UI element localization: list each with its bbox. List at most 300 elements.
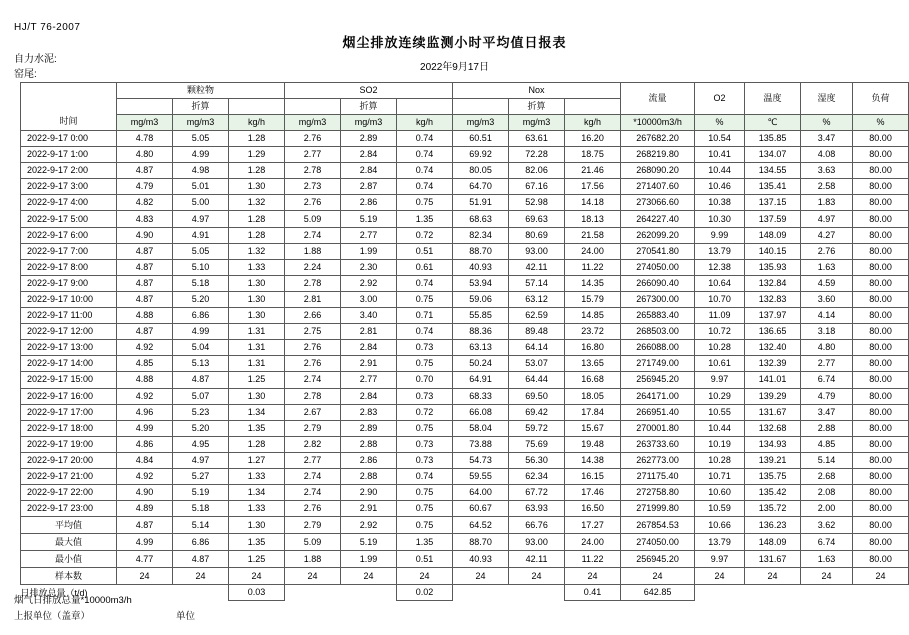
- cell-value: 18.05: [565, 388, 621, 404]
- sub-so2-rate: [397, 99, 453, 115]
- cell-value: 10.46: [695, 179, 745, 195]
- cell-value: 5.20: [173, 291, 229, 307]
- cell-value: 4.08: [801, 147, 853, 163]
- cell-value: 268219.80: [621, 147, 695, 163]
- cell-value: 4.92: [117, 340, 173, 356]
- cell-value: 0.75: [397, 501, 453, 517]
- stat-label: 最小值: [21, 551, 117, 568]
- cell-value: 53.07: [509, 356, 565, 372]
- cell-value: 2.79: [285, 420, 341, 436]
- cell-value: 0.74: [397, 324, 453, 340]
- stat-value: 0.75: [397, 517, 453, 534]
- emission-blank: [695, 585, 745, 601]
- cell-value: 21.46: [565, 163, 621, 179]
- cell-value: 10.30: [695, 211, 745, 227]
- stat-value: 6.86: [173, 534, 229, 551]
- cell-value: 0.73: [397, 340, 453, 356]
- unit-flow: *10000m3/h: [621, 115, 695, 131]
- cell-value: 4.99: [173, 324, 229, 340]
- stat-rows: [21, 517, 909, 585]
- stat-value: 3.62: [801, 517, 853, 534]
- cell-value: 63.61: [509, 131, 565, 147]
- cell-value: 1.34: [229, 404, 285, 420]
- cell-time: 2022-9-17 17:00: [21, 404, 117, 420]
- stat-value: 24: [509, 568, 565, 585]
- emission-blank: [341, 585, 397, 601]
- cell-value: 266088.00: [621, 340, 695, 356]
- cell-value: 10.72: [695, 324, 745, 340]
- table-row: [21, 291, 909, 307]
- cell-value: 268503.00: [621, 324, 695, 340]
- cell-value: 72.28: [509, 147, 565, 163]
- cell-value: 88.70: [453, 243, 509, 259]
- cell-value: 1.32: [229, 243, 285, 259]
- cell-value: 80.00: [853, 388, 909, 404]
- stat-value: 148.09: [745, 534, 801, 551]
- cell-value: 4.97: [173, 211, 229, 227]
- cell-value: 3.47: [801, 131, 853, 147]
- emission-total-row: [21, 585, 909, 601]
- cell-value: 51.91: [453, 195, 509, 211]
- stat-value: 5.19: [341, 534, 397, 551]
- table-row: [21, 468, 909, 484]
- stat-value: 6.74: [801, 534, 853, 551]
- cell-value: 4.87: [117, 163, 173, 179]
- cell-value: 23.72: [565, 324, 621, 340]
- cell-time: 2022-9-17 10:00: [21, 291, 117, 307]
- cell-value: 267300.00: [621, 291, 695, 307]
- cell-value: 64.91: [453, 372, 509, 388]
- page-title: 烟尘排放连续监测小时平均值日报表: [342, 35, 567, 50]
- cell-value: 2.58: [801, 179, 853, 195]
- cell-value: 0.75: [397, 485, 453, 501]
- cell-value: 0.75: [397, 356, 453, 372]
- cell-value: 80.00: [853, 436, 909, 452]
- cell-value: 63.93: [509, 501, 565, 517]
- cell-value: 56.30: [509, 452, 565, 468]
- stat-value: 0.51: [397, 551, 453, 568]
- cell-value: 2.84: [341, 163, 397, 179]
- cell-value: 1.31: [229, 324, 285, 340]
- cell-value: 57.14: [509, 275, 565, 291]
- cell-value: 0.74: [397, 131, 453, 147]
- cell-value: 2.76: [285, 131, 341, 147]
- emission-blank: [853, 585, 909, 601]
- cell-value: 4.79: [117, 179, 173, 195]
- cell-value: 131.67: [745, 404, 801, 420]
- cell-value: 2.88: [341, 468, 397, 484]
- cell-value: 63.13: [453, 340, 509, 356]
- report-date: 2022年9月17日: [420, 62, 489, 73]
- stat-value: 24: [565, 568, 621, 585]
- cell-value: 1.30: [229, 275, 285, 291]
- cell-value: 5.05: [173, 243, 229, 259]
- header-temp: 温度: [745, 83, 801, 115]
- footer-unit-label: 单位: [176, 611, 196, 622]
- cell-time: 2022-9-17 3:00: [21, 179, 117, 195]
- cell-value: 55.85: [453, 308, 509, 324]
- emission-blank: [173, 585, 229, 601]
- table-row: [21, 243, 909, 259]
- cell-value: 16.50: [565, 501, 621, 517]
- table-row: [21, 195, 909, 211]
- sub-particulate-rate: [229, 99, 285, 115]
- cell-value: 4.90: [117, 485, 173, 501]
- cell-value: 13.65: [565, 356, 621, 372]
- unit-load: %: [853, 115, 909, 131]
- cell-value: 271749.00: [621, 356, 695, 372]
- unit-particulate-rate: kg/h: [229, 115, 285, 131]
- cell-value: 0.74: [397, 147, 453, 163]
- cell-value: 1.28: [229, 131, 285, 147]
- cell-value: 10.41: [695, 147, 745, 163]
- cell-value: 80.00: [853, 452, 909, 468]
- table-row: [21, 324, 909, 340]
- cell-value: 266090.40: [621, 275, 695, 291]
- cell-value: 272758.80: [621, 485, 695, 501]
- cell-value: 21.58: [565, 227, 621, 243]
- cell-value: 137.15: [745, 195, 801, 211]
- cell-value: 264171.00: [621, 388, 695, 404]
- stat-value: 17.27: [565, 517, 621, 534]
- cell-value: 10.29: [695, 388, 745, 404]
- cell-value: 148.09: [745, 227, 801, 243]
- cell-value: 80.00: [853, 243, 909, 259]
- cell-value: 3.47: [801, 404, 853, 420]
- cell-value: 68.63: [453, 211, 509, 227]
- cell-value: 3.18: [801, 324, 853, 340]
- stat-value: 5.09: [285, 534, 341, 551]
- stat-value: 1.25: [229, 551, 285, 568]
- cell-value: 1.32: [229, 195, 285, 211]
- cell-value: 2.76: [285, 356, 341, 372]
- cell-time: 2022-9-17 0:00: [21, 131, 117, 147]
- cell-value: 80.00: [853, 259, 909, 275]
- cell-value: 141.01: [745, 372, 801, 388]
- cell-value: 0.75: [397, 291, 453, 307]
- stat-value: 4.99: [117, 534, 173, 551]
- cell-value: 4.59: [801, 275, 853, 291]
- unit-nox-rate: kg/h: [565, 115, 621, 131]
- cell-value: 140.15: [745, 243, 801, 259]
- table-row: [21, 436, 909, 452]
- cell-value: 2.89: [341, 420, 397, 436]
- cell-time: 2022-9-17 15:00: [21, 372, 117, 388]
- cell-value: 4.83: [117, 211, 173, 227]
- cell-value: 267682.20: [621, 131, 695, 147]
- cell-value: 54.73: [453, 452, 509, 468]
- cell-value: 80.00: [853, 131, 909, 147]
- stat-value: 88.70: [453, 534, 509, 551]
- cell-value: 60.51: [453, 131, 509, 147]
- sub-so2-raw: [285, 99, 341, 115]
- cell-value: 2.81: [285, 291, 341, 307]
- table-row: [21, 485, 909, 501]
- cell-value: 1.35: [397, 211, 453, 227]
- cell-value: 16.80: [565, 340, 621, 356]
- cell-value: 1.28: [229, 436, 285, 452]
- cell-value: 75.69: [509, 436, 565, 452]
- table-row: [21, 259, 909, 275]
- stat-value: 93.00: [509, 534, 565, 551]
- cell-value: 4.87: [117, 259, 173, 275]
- cell-value: 69.42: [509, 404, 565, 420]
- cell-value: 132.68: [745, 420, 801, 436]
- cell-value: 69.63: [509, 211, 565, 227]
- table-row: [21, 372, 909, 388]
- cell-value: 4.80: [117, 147, 173, 163]
- stat-value: 24: [397, 568, 453, 585]
- cell-value: 2.76: [285, 340, 341, 356]
- cell-value: 17.46: [565, 485, 621, 501]
- cell-value: 19.48: [565, 436, 621, 452]
- cell-value: 2.92: [341, 275, 397, 291]
- unit-so2-adj: mg/m3: [341, 115, 397, 131]
- emission-label: 日排放总量（t/d): [20, 587, 88, 598]
- stat-value: 42.11: [509, 551, 565, 568]
- cell-value: 1.88: [285, 243, 341, 259]
- cell-value: 271407.60: [621, 179, 695, 195]
- header-time: 时间: [21, 83, 117, 131]
- cell-value: 271999.80: [621, 501, 695, 517]
- cell-value: 4.92: [117, 388, 173, 404]
- cell-value: 4.78: [117, 131, 173, 147]
- cell-value: 4.92: [117, 468, 173, 484]
- cell-time: 2022-9-17 16:00: [21, 388, 117, 404]
- emission-so2: 0.02: [397, 585, 453, 601]
- cell-value: 10.28: [695, 340, 745, 356]
- stat-row: [21, 534, 909, 551]
- cell-value: 2.08: [801, 485, 853, 501]
- cell-value: 2.00: [801, 501, 853, 517]
- cell-value: 64.70: [453, 179, 509, 195]
- cell-value: 0.73: [397, 452, 453, 468]
- stat-value: 24: [695, 568, 745, 585]
- kiln-label: 窑尾:: [14, 69, 37, 80]
- cell-value: 80.00: [853, 163, 909, 179]
- cell-value: 10.60: [695, 485, 745, 501]
- cell-value: 80.00: [853, 372, 909, 388]
- emission-row-body: [21, 585, 909, 601]
- cell-value: 4.96: [117, 404, 173, 420]
- table-row: [21, 452, 909, 468]
- stat-value: 256945.20: [621, 551, 695, 568]
- cell-value: 0.72: [397, 404, 453, 420]
- cell-value: 9.99: [695, 227, 745, 243]
- cell-value: 10.54: [695, 131, 745, 147]
- emission-nox: 0.41: [565, 585, 621, 601]
- cell-value: 6.86: [173, 308, 229, 324]
- cell-value: 80.00: [853, 179, 909, 195]
- sub-particulate-raw: [117, 99, 173, 115]
- cell-value: 64.00: [453, 485, 509, 501]
- stat-value: 4.87: [173, 551, 229, 568]
- cell-value: 0.70: [397, 372, 453, 388]
- cell-value: 3.63: [801, 163, 853, 179]
- cell-value: 2.84: [341, 388, 397, 404]
- stat-value: 131.67: [745, 551, 801, 568]
- cell-time: 2022-9-17 14:00: [21, 356, 117, 372]
- cell-value: 10.44: [695, 420, 745, 436]
- cell-value: 0.72: [397, 227, 453, 243]
- cell-value: 1.29: [229, 147, 285, 163]
- cell-value: 2.77: [285, 452, 341, 468]
- header-group-so2: SO2: [285, 83, 453, 99]
- cell-value: 80.00: [853, 195, 909, 211]
- sub-so2-adj: 折算: [341, 99, 397, 115]
- cell-value: 4.80: [801, 340, 853, 356]
- cell-value: 3.00: [341, 291, 397, 307]
- cell-value: 134.93: [745, 436, 801, 452]
- cell-value: 10.71: [695, 468, 745, 484]
- stat-value: 80.00: [853, 517, 909, 534]
- cell-time: 2022-9-17 13:00: [21, 340, 117, 356]
- cell-value: 273066.60: [621, 195, 695, 211]
- cell-value: 59.72: [509, 420, 565, 436]
- cell-time: 2022-9-17 22:00: [21, 485, 117, 501]
- cell-value: 4.99: [117, 420, 173, 436]
- table-row: [21, 211, 909, 227]
- cell-value: 132.39: [745, 356, 801, 372]
- cell-value: 93.00: [509, 243, 565, 259]
- cell-value: 80.00: [853, 501, 909, 517]
- cell-value: 2.76: [801, 243, 853, 259]
- cell-value: 135.41: [745, 179, 801, 195]
- table-row: [21, 420, 909, 436]
- cell-value: 15.79: [565, 291, 621, 307]
- cell-value: 132.83: [745, 291, 801, 307]
- cell-value: 5.01: [173, 179, 229, 195]
- cell-time: 2022-9-17 21:00: [21, 468, 117, 484]
- cell-time: 2022-9-17 11:00: [21, 308, 117, 324]
- stat-value: 1.99: [341, 551, 397, 568]
- cell-value: 1.33: [229, 259, 285, 275]
- cell-value: 1.30: [229, 388, 285, 404]
- stat-value: 80.00: [853, 551, 909, 568]
- cell-value: 271175.40: [621, 468, 695, 484]
- stat-value: 24: [229, 568, 285, 585]
- cell-value: 18.13: [565, 211, 621, 227]
- stat-value: 10.66: [695, 517, 745, 534]
- cell-value: 2.89: [341, 131, 397, 147]
- table-row: [21, 147, 909, 163]
- cell-value: 62.59: [509, 308, 565, 324]
- cell-value: 139.21: [745, 452, 801, 468]
- cell-value: 5.19: [173, 485, 229, 501]
- cell-value: 5.19: [341, 211, 397, 227]
- cell-value: 3.40: [341, 308, 397, 324]
- stat-row: [21, 568, 909, 585]
- cell-value: 64.44: [509, 372, 565, 388]
- table-row: [21, 404, 909, 420]
- cell-value: 10.59: [695, 501, 745, 517]
- cell-value: 0.71: [397, 308, 453, 324]
- unit-so2-raw: mg/m3: [285, 115, 341, 131]
- emission-blank: [509, 585, 565, 601]
- cell-value: 2.74: [285, 227, 341, 243]
- cell-value: 136.65: [745, 324, 801, 340]
- cell-value: 5.05: [173, 131, 229, 147]
- cell-value: 10.44: [695, 163, 745, 179]
- cell-value: 89.48: [509, 324, 565, 340]
- cell-value: 80.00: [853, 468, 909, 484]
- stat-value: 13.79: [695, 534, 745, 551]
- cell-value: 1.63: [801, 259, 853, 275]
- cell-value: 1.83: [801, 195, 853, 211]
- cell-value: 5.04: [173, 340, 229, 356]
- stat-label: 平均值: [21, 517, 117, 534]
- cell-value: 80.00: [853, 404, 909, 420]
- cell-value: 14.35: [565, 275, 621, 291]
- cell-value: 3.60: [801, 291, 853, 307]
- cell-value: 268090.20: [621, 163, 695, 179]
- cell-value: 66.08: [453, 404, 509, 420]
- company-label: 自力水泥:: [14, 54, 57, 65]
- table-row: [21, 388, 909, 404]
- cell-value: 2.77: [801, 356, 853, 372]
- cell-value: 80.00: [853, 340, 909, 356]
- header-group-nox: Nox: [453, 83, 621, 99]
- cell-value: 73.88: [453, 436, 509, 452]
- cell-value: 5.00: [173, 195, 229, 211]
- stat-value: 40.93: [453, 551, 509, 568]
- cell-value: 0.74: [397, 179, 453, 195]
- cell-value: 14.38: [565, 452, 621, 468]
- cell-value: 0.74: [397, 275, 453, 291]
- cell-value: 266951.40: [621, 404, 695, 420]
- cell-value: 5.09: [285, 211, 341, 227]
- stat-value: 11.22: [565, 551, 621, 568]
- stat-value: 64.52: [453, 517, 509, 534]
- cell-time: 2022-9-17 2:00: [21, 163, 117, 179]
- stat-value: 9.97: [695, 551, 745, 568]
- stat-label: 样本数: [21, 568, 117, 585]
- cell-value: 4.88: [117, 372, 173, 388]
- cell-value: 256945.20: [621, 372, 695, 388]
- cell-value: 270001.80: [621, 420, 695, 436]
- cell-value: 139.29: [745, 388, 801, 404]
- cell-time: 2022-9-17 18:00: [21, 420, 117, 436]
- stat-value: 24: [621, 568, 695, 585]
- cell-value: 10.55: [695, 404, 745, 420]
- cell-value: 10.19: [695, 436, 745, 452]
- stat-value: 5.14: [173, 517, 229, 534]
- cell-value: 2.74: [285, 468, 341, 484]
- cell-value: 11.22: [565, 259, 621, 275]
- emission-blank: [285, 585, 341, 601]
- cell-value: 1.25: [229, 372, 285, 388]
- stat-value: 24: [285, 568, 341, 585]
- cell-value: 1.30: [229, 291, 285, 307]
- cell-value: 2.76: [285, 195, 341, 211]
- cell-value: 4.87: [173, 372, 229, 388]
- unit-so2-rate: kg/h: [397, 115, 453, 131]
- cell-value: 2.87: [341, 179, 397, 195]
- cell-value: 4.89: [117, 501, 173, 517]
- stat-row: [21, 551, 909, 568]
- cell-value: 0.73: [397, 388, 453, 404]
- cell-value: 10.38: [695, 195, 745, 211]
- sub-particulate-adj: 折算: [173, 99, 229, 115]
- cell-value: 2.90: [341, 485, 397, 501]
- cell-value: 11.09: [695, 308, 745, 324]
- cell-value: 2.78: [285, 275, 341, 291]
- cell-value: 1.33: [229, 501, 285, 517]
- cell-time: 2022-9-17 19:00: [21, 436, 117, 452]
- stat-value: 24: [453, 568, 509, 585]
- stat-value: 267854.53: [621, 517, 695, 534]
- cell-value: 2.66: [285, 308, 341, 324]
